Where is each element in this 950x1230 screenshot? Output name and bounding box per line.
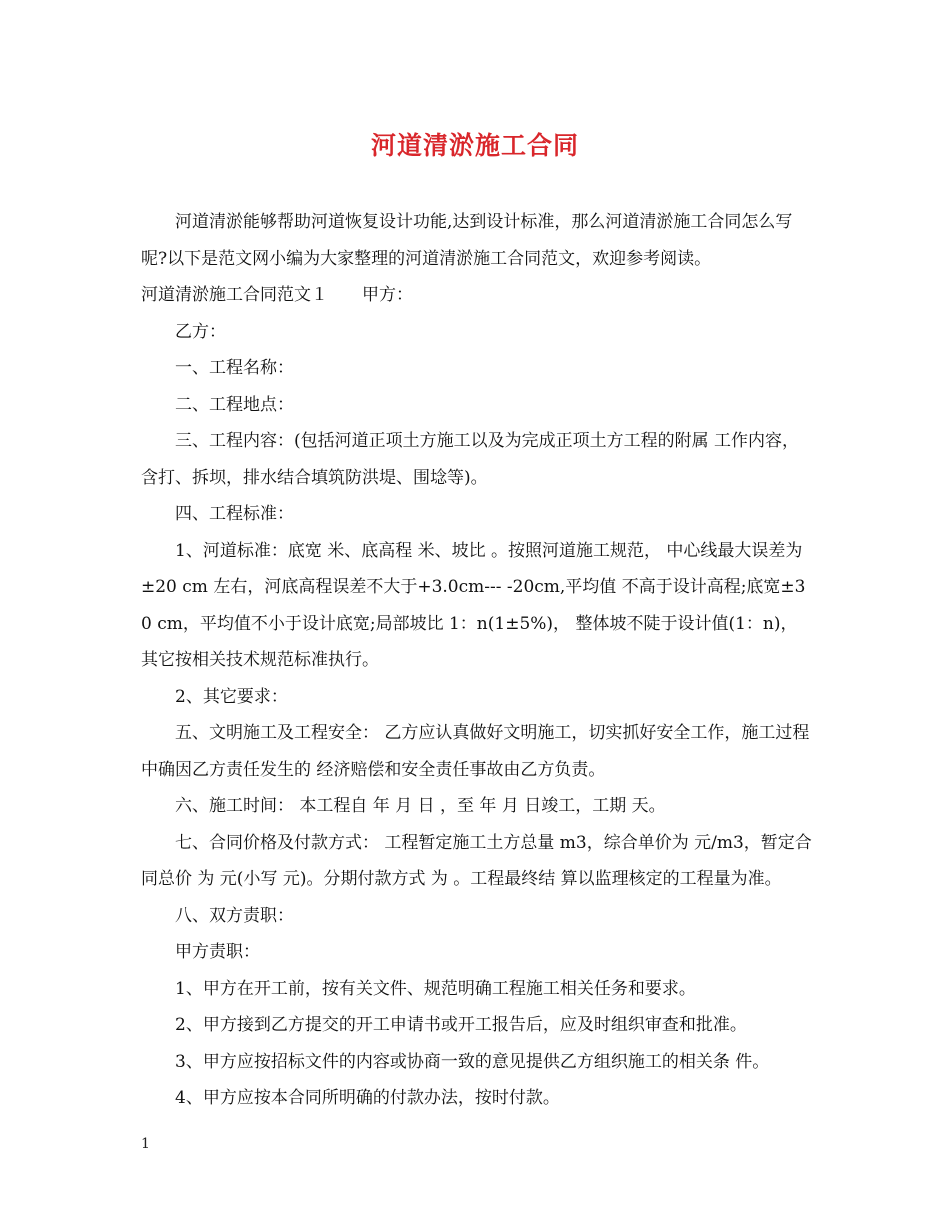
document-body bbox=[141, 204, 813, 1117]
paragraph-party-a-item-4: 4、甲方应按本合同所明确的付款办法，按时付款。 bbox=[175, 1088, 560, 1108]
paragraph-safety: 五、文明施工及工程安全： 乙方应认真做好文明施工，切实抓好安全工作，施工过程中确因乙方责任发生的 经济赔偿和安全责任事故由乙方负责。 bbox=[141, 723, 810, 780]
paragraph-party-b: 乙方： bbox=[175, 321, 226, 342]
paragraph-project-standard: 四、工程标准： bbox=[175, 504, 294, 524]
paragraph-price-payment: 七、合同价格及付款方式： 工程暂定施工土方总量 m3，综合单价为 元/m3，暂定合同总价 为 元(小写 元)。分期付款方式 为 。工程最终结 算以监理核定的工程量为准。 bbox=[141, 832, 812, 889]
paragraph-party-a-responsibilities: 甲方责职： bbox=[175, 942, 260, 962]
paragraph-party-a-item-1: 1、甲方在开工前，按有关文件、规范明确工程施工相关任务和要求。 bbox=[175, 978, 696, 999]
paragraph-intro: 河道清淤能够帮助河道恢复设计功能,达到设计标准，那么河道清淤施工合同怎么写呢?以下是范文网小编为大家整理的河道清淤施工合同范文，欢迎参考阅读。 bbox=[141, 212, 793, 269]
paragraph-other-requirements: 2、其它要求： bbox=[175, 686, 288, 707]
paragraph-project-content: 三、工程内容：(包括河道正项土方施工以及为完成正项土方工程的附属 工作内容，含打、拆坝，排水结合填筑防洪堤、围埝等)。 bbox=[141, 431, 800, 488]
paragraph-sample-heading: 河道清淤施工合同范文１ 甲方： bbox=[141, 285, 413, 305]
page-number: 1 bbox=[141, 1136, 150, 1152]
paragraph-party-a-item-3: 3、甲方应按招标文件的内容或协商一致的意见提供乙方组织施工的相关条 件。 bbox=[175, 1051, 770, 1072]
paragraph-party-a-item-2: 2、甲方接到乙方提交的开工申请书或开工报告后，应及时组织审查和批准。 bbox=[175, 1015, 747, 1035]
paragraph-river-standard: 1、河道标准：底宽 米、底高程 米、坡比 。按照河道施工规范， 中心线最大误差为±20 cm 左右，河底高程误差不大于+3.0cm--- -20cm,平均值 不高于设计高程;底宽±30 cm，平均值不小于设计底宽;局部坡比 1：n(1±5%)， 整体坡不陡于设计值(1：n)，其它按相关技术规范标准执行。 bbox=[141, 540, 806, 670]
paragraph-responsibilities: 八、双方责职： bbox=[175, 905, 294, 926]
paragraph-project-name: 一、工程名称： bbox=[175, 358, 294, 378]
paragraph-project-location: 二、工程地点： bbox=[175, 394, 294, 415]
paragraph-schedule: 六、施工时间： 本工程自 年 月 日 ，至 年 月 日竣工，工期 天。 bbox=[175, 796, 666, 816]
document-title: 河道清淤施工合同 bbox=[370, 131, 579, 160]
